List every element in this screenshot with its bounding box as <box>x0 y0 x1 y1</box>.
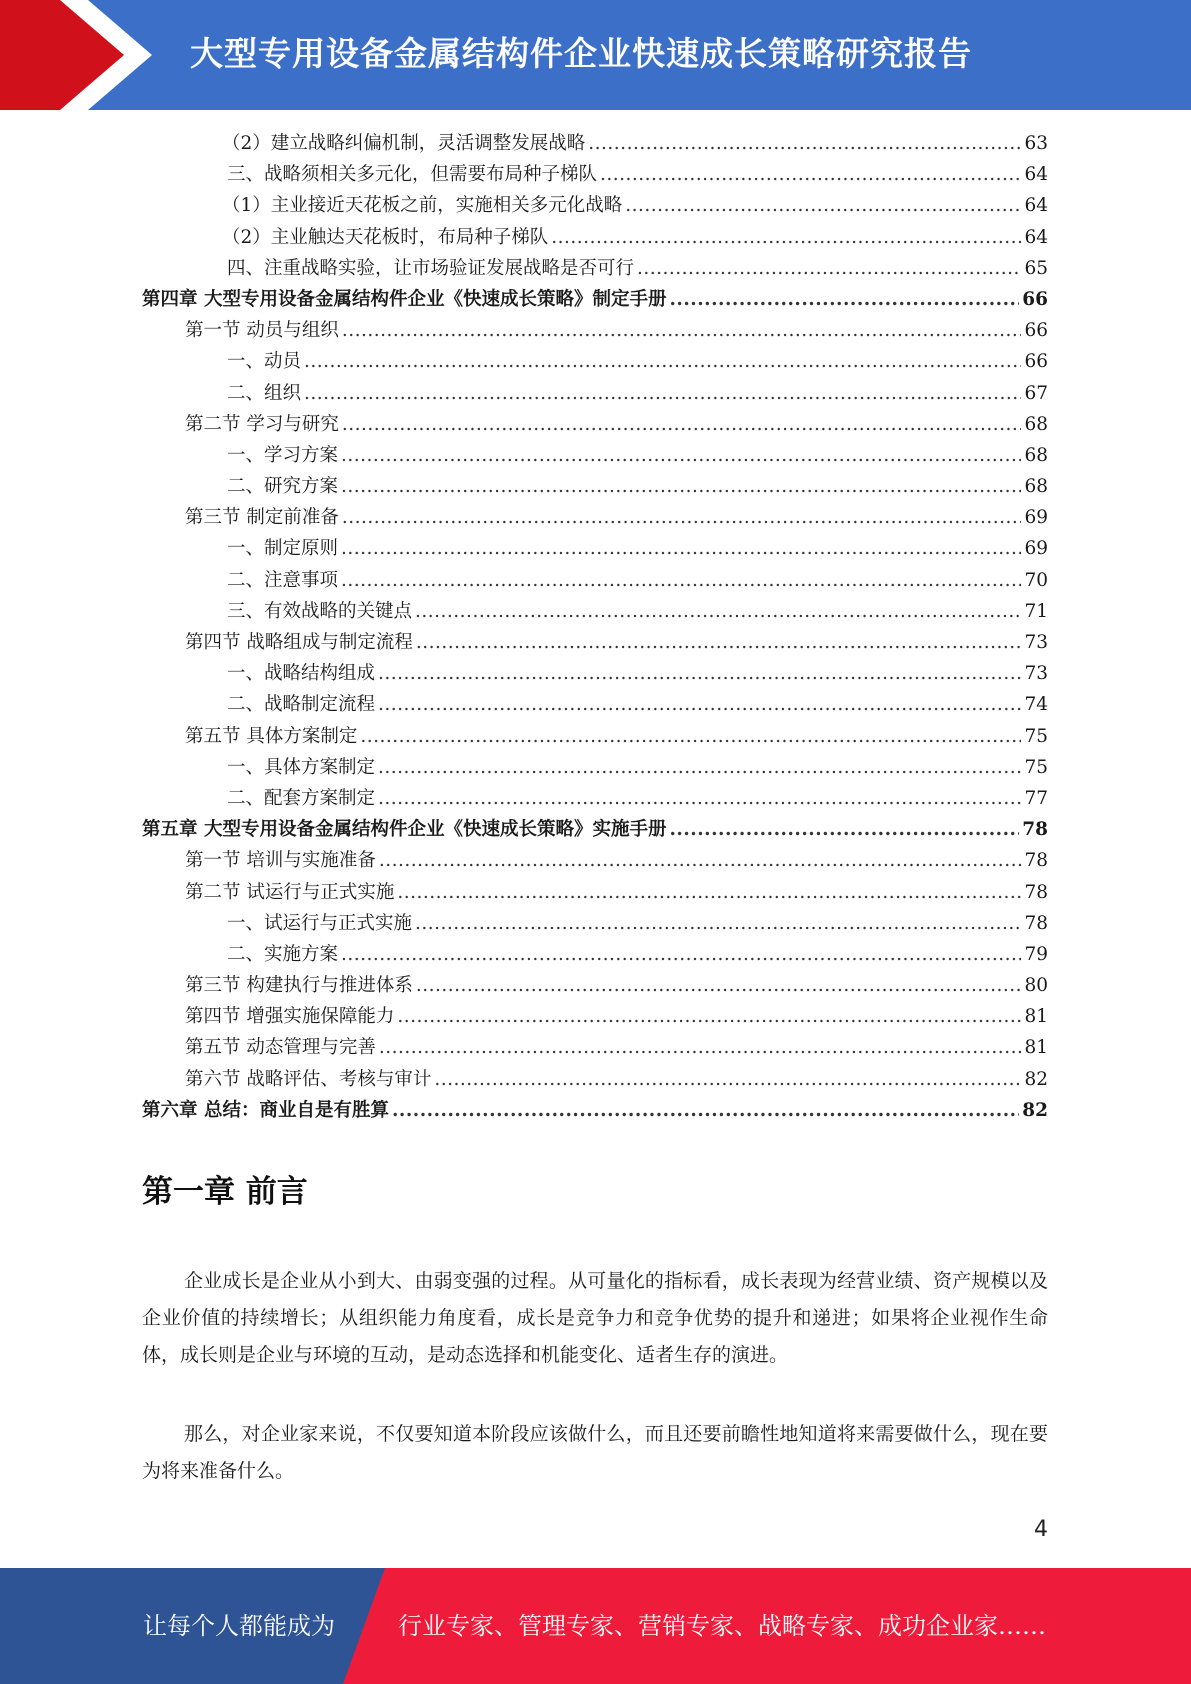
toc-entry[interactable] <box>142 440 1048 471</box>
toc-dot-leader <box>341 440 1021 471</box>
toc-entry-label: （2）建立战略纠偏机制，灵活调整发展战略 <box>222 133 586 154</box>
toc-entry-page: 80 <box>1024 975 1048 997</box>
toc-entry[interactable] <box>142 346 1048 377</box>
toc-entry-page: 68 <box>1024 444 1048 466</box>
toc-entry-page: 75 <box>1024 725 1048 747</box>
table-of-contents <box>142 128 1048 1126</box>
toc-entry-label: 三、战略须相关多元化，但需要布局种子梯队 <box>227 164 598 186</box>
toc-entry-page: 79 <box>1024 943 1048 965</box>
toc-entry[interactable] <box>142 190 1048 221</box>
toc-dot-leader <box>342 315 1022 346</box>
chapter-title: 第一章 前言 <box>142 1174 308 1210</box>
toc-entry-label: 一、制定原则 <box>227 538 339 560</box>
toc-entry[interactable] <box>142 814 1048 845</box>
toc-dot-leader <box>625 190 1021 221</box>
toc-entry[interactable] <box>142 908 1048 939</box>
toc-entry-page: 73 <box>1024 632 1048 653</box>
toc-entry-page: 77 <box>1024 787 1048 809</box>
toc-dot-leader <box>378 783 1021 814</box>
paragraph-1: 企业成长是企业从小到大、由弱变强的过程。从可量化的指标看，成长表现为经营业绩、资产规模以及企业价值的持续增长；从组织能力角度看，成长是竞争力和竞争优势的提升和递进；如果将企业视作生命体，成长则是企业与环境的互动，是动态选择和机能变化、适者生存的演进。 <box>142 1270 1048 1366</box>
toc-entry-page: 69 <box>1024 538 1048 560</box>
toc-entry-page: 68 <box>1024 476 1048 498</box>
toc-entry-label: 三、有效战略的关键点 <box>227 600 413 622</box>
toc-dot-leader <box>397 877 1021 908</box>
toc-entry-label: 第二节 学习与研究 <box>185 413 339 435</box>
toc-entry-page: 66 <box>1024 351 1048 373</box>
toc-entry[interactable] <box>142 315 1048 346</box>
toc-dot-leader <box>378 752 1021 783</box>
toc-entry[interactable] <box>142 1095 1048 1126</box>
toc-entry[interactable] <box>142 970 1048 1001</box>
toc-entry-page: 74 <box>1024 694 1048 716</box>
toc-entry[interactable] <box>142 877 1048 908</box>
toc-dot-leader <box>379 1032 1022 1063</box>
toc-entry-page: 73 <box>1024 663 1048 685</box>
toc-entry-page: 64 <box>1024 226 1048 248</box>
toc-entry-label: 第五节 动态管理与完善 <box>185 1037 376 1059</box>
toc-entry[interactable] <box>142 627 1048 658</box>
toc-entry-page: 75 <box>1024 756 1048 778</box>
toc-entry-label: 二、实施方案 <box>227 943 339 965</box>
toc-entry-label: 第四章 大型专用设备金属结构件企业《快速成长策略》制定手册 <box>142 288 667 310</box>
toc-entry-label: 第五章 大型专用设备金属结构件企业《快速成长策略》实施手册 <box>142 819 667 841</box>
toc-entry-label: 第一节 培训与实施准备 <box>185 850 376 872</box>
toc-entry-label: 第六章 总结：商业自是有胜算 <box>142 1099 389 1121</box>
footer-slogan-left: 让每个人都能成为 <box>143 1612 335 1640</box>
toc-entry[interactable] <box>142 502 1048 533</box>
toc-entry-label: 第三节 构建执行与推进体系 <box>185 975 413 997</box>
toc-entry-label: （1）主业接近天花板之前，实施相关多元化战略 <box>222 195 623 217</box>
page-number: 4 <box>1034 1517 1048 1542</box>
toc-entry-label: 一、具体方案制定 <box>227 756 376 778</box>
toc-dot-leader <box>341 939 1021 970</box>
toc-entry-label: 第一节 动员与组织 <box>185 320 339 342</box>
toc-entry[interactable] <box>142 752 1048 783</box>
toc-entry[interactable] <box>142 1064 1048 1095</box>
toc-dot-leader <box>637 253 1021 284</box>
toc-dot-leader <box>669 284 1019 315</box>
toc-entry-label: 一、学习方案 <box>227 444 339 466</box>
toc-entry[interactable] <box>142 596 1048 627</box>
toc-entry-label: 第四节 战略组成与制定流程 <box>185 632 413 653</box>
page-footer <box>0 1568 1191 1684</box>
toc-dot-leader <box>434 1064 1021 1095</box>
header-title: 大型专用设备金属结构件企业快速成长策略研究报告 <box>190 34 972 73</box>
toc-dot-leader <box>551 222 1021 253</box>
toc-entry-label: 二、配套方案制定 <box>227 787 376 809</box>
toc-entry[interactable] <box>142 658 1048 689</box>
toc-dot-leader <box>600 159 1021 190</box>
toc-entry-page: 70 <box>1024 569 1048 591</box>
toc-entry-page: 71 <box>1024 600 1048 622</box>
toc-entry[interactable] <box>142 783 1048 814</box>
toc-entry[interactable] <box>142 378 1048 409</box>
paragraph-2: 那么，对企业家来说，不仅要知道本阶段应该做什么，而且还要前瞻性地知道将来需要做什么，现在要为将来准备什么。 <box>142 1423 1048 1482</box>
toc-entry-label: 二、组织 <box>227 382 302 404</box>
toc-dot-leader <box>379 845 1022 876</box>
toc-dot-leader <box>397 1001 1021 1032</box>
page-header <box>0 0 1191 110</box>
toc-entry[interactable] <box>142 253 1048 284</box>
toc-dot-leader <box>341 533 1021 564</box>
toc-entry[interactable] <box>142 284 1048 315</box>
toc-entry[interactable] <box>142 1032 1048 1063</box>
toc-entry[interactable] <box>142 845 1048 876</box>
toc-entry[interactable] <box>142 222 1048 253</box>
toc-dot-leader <box>415 908 1021 939</box>
toc-dot-leader <box>392 1095 1019 1126</box>
toc-entry-page: 69 <box>1024 507 1048 529</box>
toc-entry-page: 78 <box>1022 819 1048 841</box>
toc-entry-page: 78 <box>1024 881 1048 903</box>
toc-entry[interactable] <box>142 471 1048 502</box>
toc-dot-leader <box>669 814 1019 845</box>
toc-dot-leader <box>415 596 1021 627</box>
toc-entry-label: 一、战略结构组成 <box>227 663 376 685</box>
toc-entry-label: 第四节 增强实施保障能力 <box>185 1006 395 1028</box>
toc-dot-leader <box>588 128 1021 159</box>
toc-entry[interactable] <box>142 128 1048 159</box>
toc-entry-label: 二、注意事项 <box>227 569 339 591</box>
toc-entry-label: 一、试运行与正式实施 <box>227 912 413 934</box>
footer-slogan-right: 行业专家、管理专家、营销专家、战略专家、成功企业家…… <box>398 1612 1046 1640</box>
toc-entry-page: 67 <box>1024 382 1048 404</box>
toc-dot-leader <box>341 471 1021 502</box>
toc-entry-label: 二、研究方案 <box>227 476 339 498</box>
toc-dot-leader <box>378 689 1021 720</box>
toc-entry[interactable] <box>142 1001 1048 1032</box>
toc-entry-label: （2）主业触达天花板时，布局种子梯队 <box>222 226 549 248</box>
toc-entry-label: 一、动员 <box>227 351 302 373</box>
toc-entry-page: 78 <box>1024 850 1048 872</box>
toc-entry-page: 82 <box>1022 1099 1048 1121</box>
toc-entry-page: 64 <box>1024 164 1048 186</box>
toc-entry[interactable] <box>142 721 1048 752</box>
toc-entry-page: 65 <box>1024 257 1048 279</box>
toc-dot-leader <box>341 565 1021 596</box>
toc-entry[interactable] <box>142 533 1048 564</box>
toc-entry-label: 第六节 战略评估、考核与审计 <box>185 1068 432 1090</box>
toc-entry-page: 63 <box>1024 133 1048 154</box>
toc-entry[interactable] <box>142 689 1048 720</box>
toc-entry-page: 66 <box>1024 320 1048 342</box>
toc-entry-label: 第三节 制定前准备 <box>185 507 339 529</box>
toc-entry-page: 68 <box>1024 413 1048 435</box>
toc-entry-page: 81 <box>1024 1006 1048 1028</box>
toc-entry-page: 66 <box>1022 288 1048 310</box>
toc-dot-leader <box>416 970 1022 1001</box>
toc-entry-label: 四、注重战略实验，让市场验证发展战略是否可行 <box>227 257 635 279</box>
toc-entry-label: 第二节 试运行与正式实施 <box>185 881 395 903</box>
toc-entry-page: 78 <box>1024 912 1048 934</box>
toc-entry-page: 82 <box>1024 1068 1048 1090</box>
toc-entry[interactable] <box>142 159 1048 190</box>
toc-dot-leader <box>304 378 1021 409</box>
toc-entry-page: 81 <box>1024 1037 1048 1059</box>
toc-entry[interactable] <box>142 939 1048 970</box>
toc-dot-leader <box>342 409 1022 440</box>
toc-dot-leader <box>416 627 1022 658</box>
toc-dot-leader <box>342 502 1022 533</box>
toc-dot-leader <box>360 721 1021 752</box>
toc-entry[interactable] <box>142 565 1048 596</box>
toc-dot-leader <box>378 658 1021 689</box>
toc-entry-label: 二、战略制定流程 <box>227 694 376 716</box>
toc-entry[interactable] <box>142 409 1048 440</box>
toc-dot-leader <box>304 346 1021 377</box>
toc-entry-page: 64 <box>1024 195 1048 217</box>
toc-entry-label: 第五节 具体方案制定 <box>185 725 358 747</box>
